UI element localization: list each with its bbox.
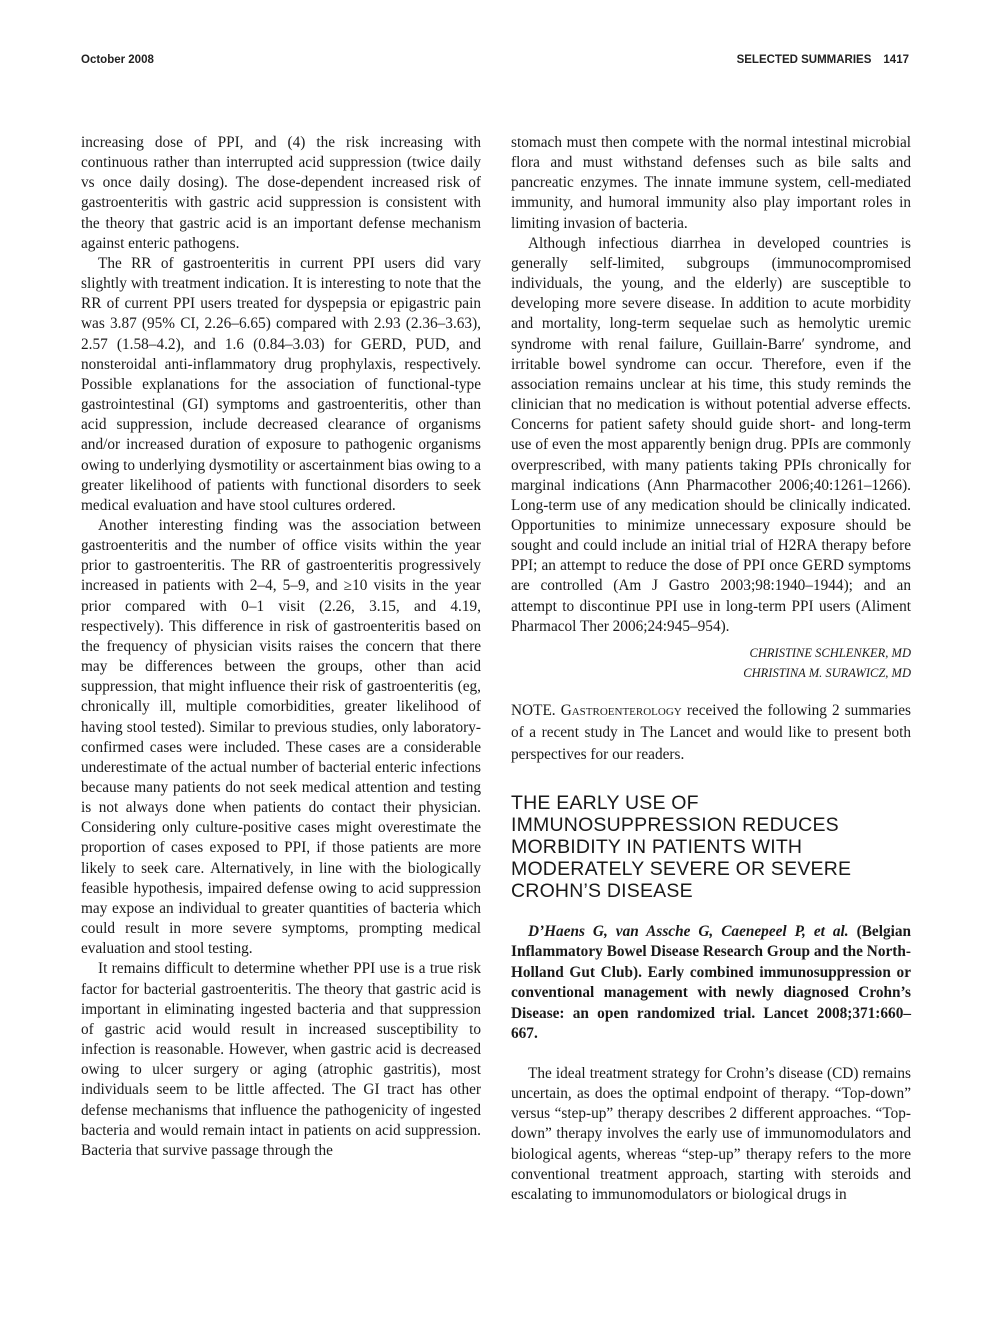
- editorial-note: [511, 700, 911, 766]
- page-number: 1417: [883, 54, 909, 66]
- note-text: received the following 2 summaries of a recent study in The Lancet and would like to present both perspectives for our readers.: [511, 701, 911, 763]
- header-right: [737, 54, 909, 66]
- paragraph: It remains difficult to determine whether PPI use is a true risk factor for bacterial gastroenteritis. The theory that gastric acid is important in eliminating ingested bacteria and that suppression of gastric acid would result in increased susceptibility to infection is reasonable. However, when gastric acid is decreased owing to ulcer surgery or aging (atrophic gastritis), most individuals seem to be little affected. The GI tract has other defense mechanisms that influence the pathogenicity of ingested bacteria and would remain intact in patients on acid suppression. Bacteria that survive passage through the: [81, 960, 481, 1159]
- right-column: [511, 133, 911, 1205]
- citation-authors: D’Haens G, van Assche G, Caenepeel P, et al.: [528, 922, 849, 940]
- article-title: THE EARLY USE OF IMMUNOSUPPRESSION REDUCES MORBIDITY IN PATIENTS WITH MODERATELY SEVERE OR SEVERE CROHN’S DISEASE: [511, 791, 852, 902]
- paragraph: The RR of gastroenteritis in current PPI users did vary slightly with treatment indication. It is interesting to note that the RR of current PPI users treated for dyspepsia or epigastric pain was 3.87 (95% CI, 2.26–6.65) compared with 2.93 (2.36–3.63), 2.57 (1.58–4.2), and 1.6 (0.84–3.03) for GERD, PUD, and nonsteroidal anti-inflammatory drug prophylaxis, respectively. Possible explanations for the association of functional-type gastrointestinal (GI) symptoms and gastroenteritis, other than acid suppression, include decreased clearance of organisms and/or increased duration of exposure to pathogenic organisms owing to underlying dysmotility or ascertainment bias owing to a greater likelihood of patients with functional disorders to seek medical evaluation and have stool cultures ordered.: [81, 254, 481, 514]
- left-column: [81, 133, 481, 1161]
- paragraph: The ideal treatment strategy for Crohn’s disease (CD) remains uncertain, as does the optimal endpoint of therapy. “Top-down” versus “step-up” therapy describes 2 different approaches. “Top-down” therapy involves the early use of immunomodulators and biological agents, whereas “step-up” therapy refers to the more conventional treatment approach, starting with steroids and escalating to immunomodulators or biological drugs in: [511, 1064, 911, 1203]
- paragraph: stomach must then compete with the normal intestinal microbial flora and must withstand defenses such as bile salts and pancreatic enzymes. The innate immune system, cell-mediated immunity, and humoral immunity also play important roles in limiting invasion of bacteria.: [511, 134, 911, 232]
- note-prefix: NOTE.: [511, 701, 556, 719]
- paragraph: Another interesting finding was the association between gastroenteritis and the number of office visits within the year prior to gastroenteritis. The RR of gastroenteritis progressively increased in patients with 2–4, 5–9, and ≥10 visits in the year prior compared with 0–1 visit (2.26, 3.15, and 4.19, respectively). This difference in risk of gastroenteritis based on the frequency of physician visits raises the concern that there may be differences between the groups, other than acid suppression, that might influence their risk of gastroenteritis (eg, chronically ill, multiple comorbidities, greater likelihood of having stool tested). Similar to previous studies, only laboratory-confirmed cases were included. These cases are a considerable underestimate of the actual number of bacterial enteric infections because many patients do not seek medical attention and testing is not always done when patients do contact their physician. Considering only culture-positive cases might overestimate the proportion of cases exposed to PPI, if those patients are more likely to seek care. Alternatively, in line with the biologically feasible hypothesis, impaired defense owing to acid suppression may expose an individual to greater quantities of bacteria which could result in more severe symptoms, prompting medical evaluation and stool testing.: [81, 516, 481, 958]
- citation-details: (Belgian Inflammatory Bowel Disease Research Group and the North-Holland Gut Club). Early combined immunosuppression or conventional management with newly diagnosed Crohn’s Disease: an open randomized trial. Lancet 2008;371:660–667.: [511, 922, 911, 1043]
- header-section: SELECTED SUMMARIES: [736, 54, 872, 66]
- signature-author: CHRISTINA M. SURAWICZ, MD: [743, 665, 911, 680]
- paragraph: Although infectious diarrhea in developed countries is generally self-limited, subgroups (immunocompromised individuals, the young, and the elderly) are susceptible to developing more severe disease. In addition to acute morbidity and mortality, long-term sequelae such as hemolytic uremic syndrome with renal failure, Guillain-Barre′ syndrome, and irritable bowel syndrome can occur. Therefore, even if the association remains unclear at his time, this study reminds the clinician that no medication is without potential adverse effects. Concerns for patient safety should guide short- and long-term use of even the most apparently benign drug. PPIs are commonly overprescribed, with many patients taking PPIs chronically for marginal indications (Ann Pharmacother 2006;40:1261–1266). Long-term use of any medication should be clinically indicated. Opportunities to minimize unnecessary exposure should be sought and could include an initial trial of H2RA therapy before PPI; an attempt to reduce the dose of PPI once GERD symptoms are controlled (Am J Gastro 2003;98:1940–1944); and an attempt to discontinue PPI use in long-term PPI users (Aliment Pharmacol Ther 2006;24:945–954).: [511, 234, 911, 635]
- header-date: October 2008: [81, 54, 154, 66]
- running-header: [81, 54, 909, 72]
- article-citation: [511, 922, 911, 1045]
- paragraph: increasing dose of PPI, and (4) the risk increasing with continuous rather than interrupted acid suppression (twice daily vs once daily dosing). The dose-dependent increased risk of gastroenteritis with gastric acid suppression is consistent with the theory that gastric acid is an important defense mechanism against enteric pathogens.: [81, 134, 481, 252]
- signature-block: [511, 643, 911, 683]
- signature-author: CHRISTINE SCHLENKER, MD: [749, 645, 911, 660]
- journal-name: Gastroenterology: [560, 701, 682, 719]
